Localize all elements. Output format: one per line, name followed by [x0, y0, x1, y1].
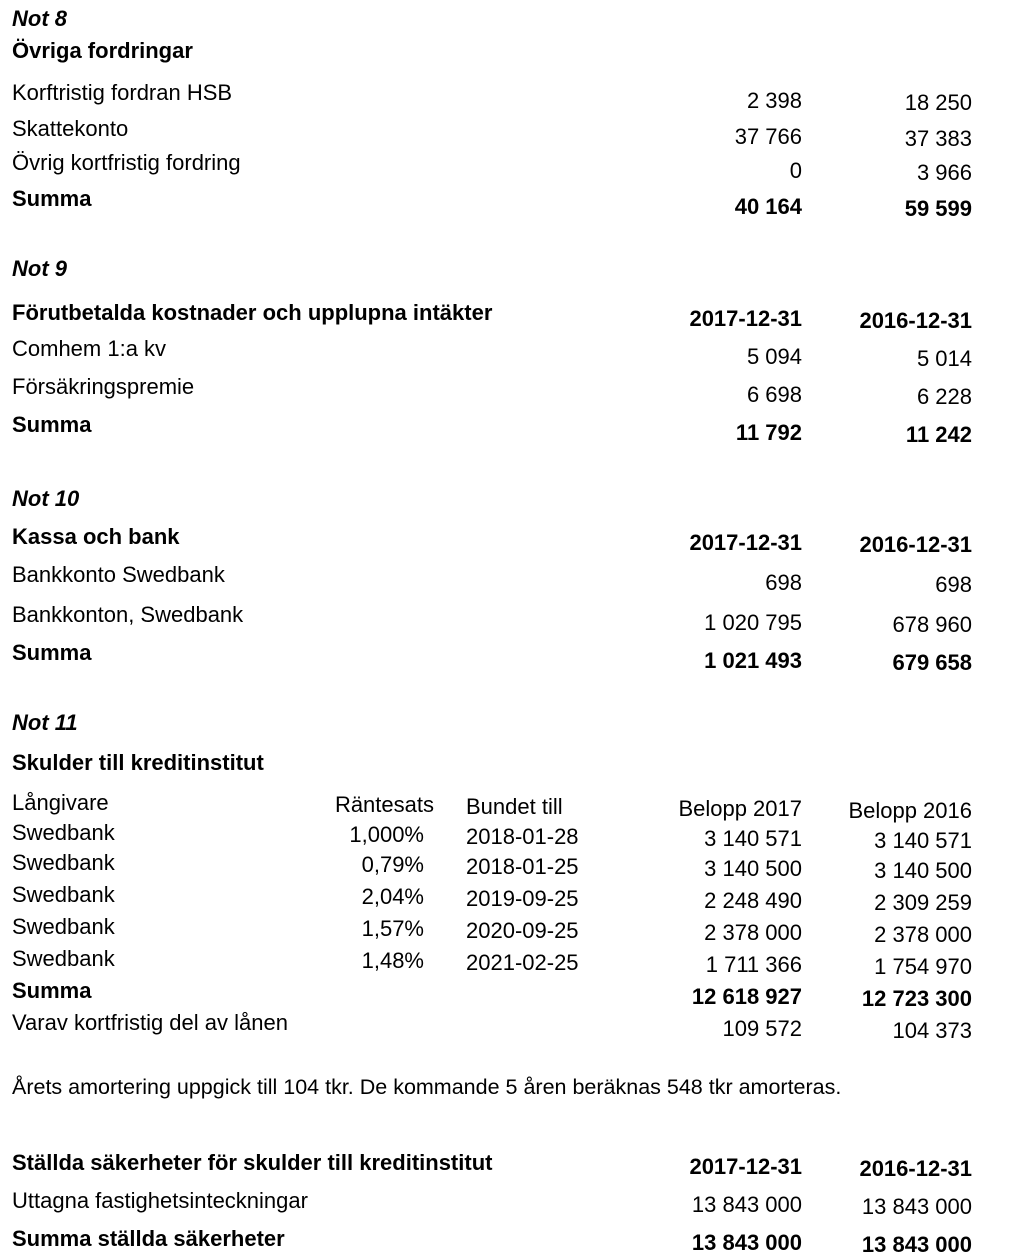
note-11-row-fixed: 2018-01-28 — [466, 824, 579, 849]
note-10-heading: Not 10 — [12, 486, 80, 511]
note-11-sum-2016: 12 723 300 — [861, 986, 972, 1011]
note-9-row-label: Comhem 1:a kv — [12, 336, 167, 361]
note-9-row-2017: 5 094 — [746, 344, 802, 369]
collateral-row-label: Uttagna fastighetsinteckningar — [12, 1188, 308, 1213]
note-8-row-label: Korftristig fordran HSB — [12, 80, 233, 105]
note-11-col-rate: Räntesats — [334, 792, 434, 817]
note-10-col-2016: 2016-12-31 — [859, 532, 972, 557]
note-11-col-2017: Belopp 2017 — [678, 796, 802, 821]
note-11-row-lender: Swedbank — [12, 914, 115, 939]
note-10-row-2016: 698 — [935, 572, 972, 597]
note-10-row-2017: 1 020 795 — [704, 610, 802, 635]
note-11-sum-label: Summa — [12, 978, 92, 1003]
note-11-row-2017: 2 378 000 — [704, 920, 802, 945]
note-11-row-lender: Swedbank — [12, 850, 115, 875]
note-9-row-2016: 5 014 — [916, 346, 972, 371]
note-9-sum-2017: 11 792 — [735, 420, 802, 445]
note-11-row-2016: 3 140 571 — [874, 828, 972, 853]
note-11-row-rate: 1,000% — [349, 822, 424, 847]
note-8-row-label: Övrig kortfristig fordring — [12, 150, 241, 175]
note-10-row-label: Bankkonton, Swedbank — [12, 602, 244, 627]
note-8-sum-label: Summa — [12, 186, 92, 211]
note-11-title: Skulder till kreditinstitut — [12, 750, 264, 775]
amortization-paragraph: Årets amortering uppgick till 104 tkr. De kommande 5 åren beräknas 548 tkr amorteras. — [12, 1075, 842, 1099]
note-11-row-fixed: 2021-02-25 — [466, 950, 579, 975]
note-10-sum-label: Summa — [12, 640, 92, 665]
note-9-col-2016: 2016-12-31 — [859, 308, 972, 333]
collateral-col-2017: 2017-12-31 — [689, 1154, 802, 1179]
note-8-heading: Not 8 — [12, 6, 67, 31]
note-9-sum-label: Summa — [12, 412, 92, 437]
note-9-row-2016: 6 228 — [916, 384, 972, 409]
note-8-row-label: Skattekonto — [12, 116, 129, 141]
note-9-heading: Not 9 — [12, 256, 67, 281]
collateral-sum-2016: 13 843 000 — [861, 1232, 972, 1257]
collateral-col-2016: 2016-12-31 — [859, 1156, 972, 1181]
note-11-row-rate: 2,04% — [361, 884, 424, 909]
note-10-col-2017: 2017-12-31 — [689, 530, 802, 555]
note-10-row-label: Bankkonto Swedbank — [12, 562, 225, 587]
note-10-row-2016: 678 960 — [892, 612, 972, 637]
note-8-row-2016: 3 966 — [916, 160, 972, 185]
note-9-row-label: Försäkringspremie — [12, 374, 195, 399]
note-11-col-2016: Belopp 2016 — [848, 798, 972, 823]
note-8-row-2016: 37 383 — [904, 126, 972, 151]
note-11-row-2016: 1 754 970 — [874, 954, 972, 979]
note-11-row-2016: 2 378 000 — [874, 922, 972, 947]
note-9-title: Förutbetalda kostnader och upplupna intäkter — [12, 300, 493, 325]
note-11-row-rate: 0,79% — [361, 852, 424, 877]
note-11-short-2016: 104 373 — [892, 1018, 972, 1043]
note-11-short-label: Varav kortfristig del av lånen — [12, 1010, 288, 1035]
note-8-row-2016: 18 250 — [904, 90, 972, 115]
collateral-sum-2017: 13 843 000 — [691, 1230, 802, 1255]
note-11-row-lender: Swedbank — [12, 820, 115, 845]
note-9-sum-2016: 11 242 — [905, 422, 972, 447]
note-11-row-fixed: 2018-01-25 — [466, 854, 579, 879]
note-11-sum-2017: 12 618 927 — [691, 984, 802, 1009]
note-10-sum-2017: 1 021 493 — [704, 648, 802, 673]
note-8-row-2017: 0 — [789, 158, 802, 183]
note-9-col-2017: 2017-12-31 — [689, 306, 802, 331]
note-11-row-2016: 3 140 500 — [874, 858, 972, 883]
note-8-title: Övriga fordringar — [12, 38, 193, 63]
note-11-row-fixed: 2019-09-25 — [466, 886, 579, 911]
note-8-sum-2016: 59 599 — [904, 196, 972, 221]
note-10-row-2017: 698 — [765, 570, 802, 595]
collateral-row-2017: 13 843 000 — [691, 1192, 802, 1217]
note-10-sum-2016: 679 658 — [892, 650, 972, 675]
note-11-row-lender: Swedbank — [12, 946, 115, 971]
note-11-col-lender: Långivare — [12, 790, 109, 815]
note-11-row-fixed: 2020-09-25 — [466, 918, 579, 943]
note-11-heading: Not 11 — [12, 710, 78, 735]
collateral-sum-label: Summa ställda säkerheter — [12, 1226, 285, 1251]
note-11-col-fixed: Bundet till — [466, 794, 563, 819]
note-8-row-2017: 37 766 — [734, 124, 802, 149]
note-11-row-rate: 1,57% — [361, 916, 424, 941]
note-11-row-2017: 2 248 490 — [704, 888, 802, 913]
note-8-sum-2017: 40 164 — [734, 194, 802, 219]
note-11-row-rate: 1,48% — [361, 948, 424, 973]
note-11-short-2017: 109 572 — [722, 1016, 802, 1041]
note-11-row-2017: 3 140 571 — [704, 826, 802, 851]
note-11-row-2016: 2 309 259 — [874, 890, 972, 915]
collateral-row-2016: 13 843 000 — [861, 1194, 972, 1219]
note-11-row-lender: Swedbank — [12, 882, 115, 907]
note-8-row-2017: 2 398 — [746, 88, 802, 113]
note-11-row-2017: 3 140 500 — [704, 856, 802, 881]
note-10-title: Kassa och bank — [12, 524, 180, 549]
collateral-title: Ställda säkerheter för skulder till kreditinstitut — [12, 1150, 493, 1175]
note-9-row-2017: 6 698 — [746, 382, 802, 407]
note-11-row-2017: 1 711 366 — [705, 952, 802, 977]
